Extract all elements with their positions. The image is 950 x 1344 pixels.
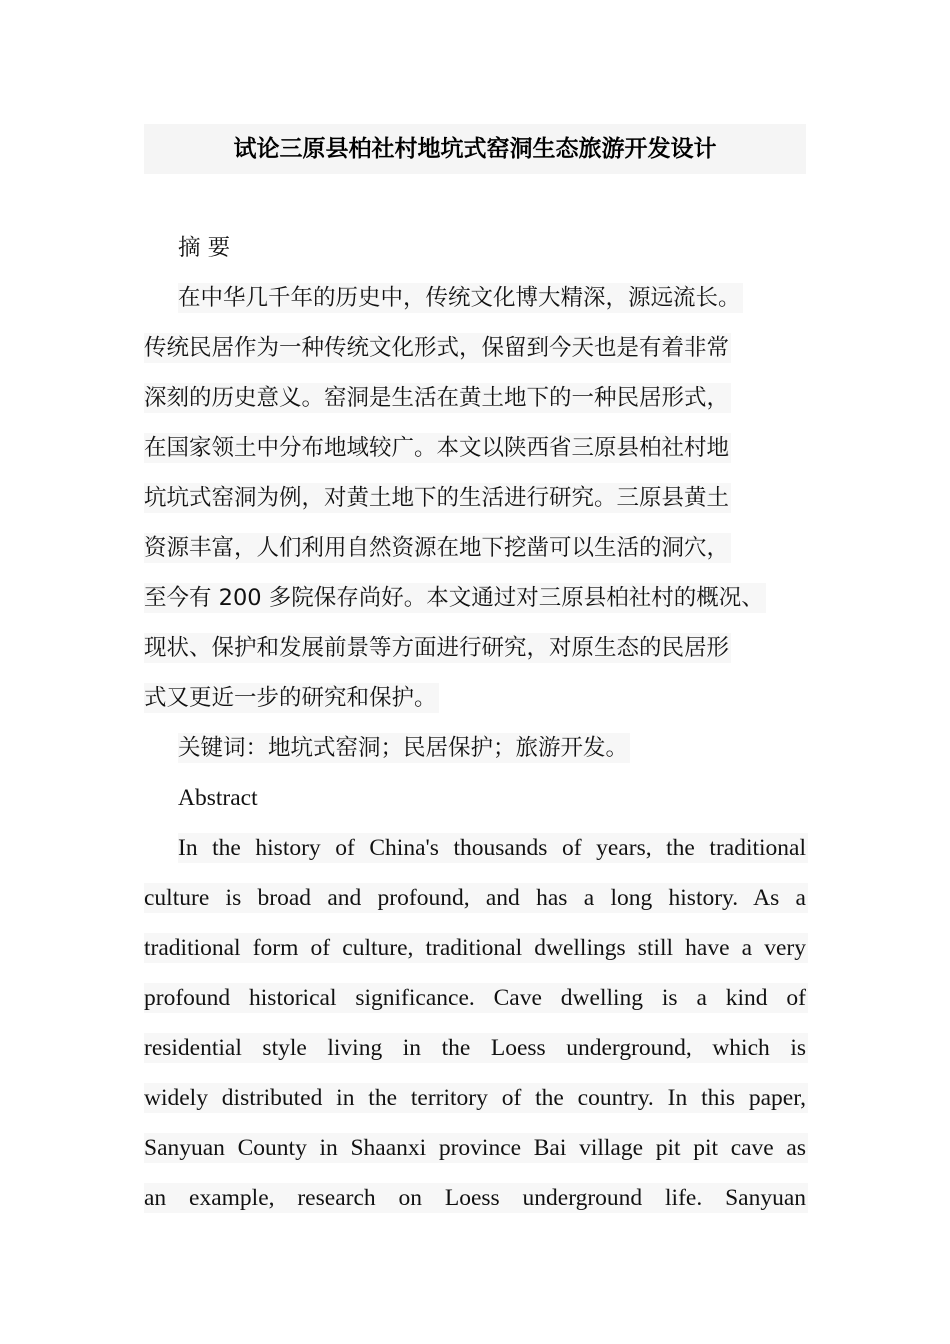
abstract-en-line: profound historical significance. Cave dwelling is a kind of: [144, 985, 806, 1011]
abstract-en-line: widely distributed in the territory of the country. In this paper,: [144, 1085, 806, 1111]
abstract-heading-cn: 摘 要: [178, 235, 231, 261]
abstract-en-line: an example, research on Loess underground life. Sanyuan: [144, 1185, 806, 1211]
abstract-cn-line: 在国家领土中分布地域较广。本文以陕西省三原县柏社村地: [144, 435, 730, 461]
abstract-cn-line: 现状、保护和发展前景等方面进行研究，对原生态的民居形: [144, 635, 730, 661]
abstract-en-line: culture is broad and profound, and has a long history. As a: [144, 885, 806, 911]
keywords-cn: 关键词：地坑式窑洞；民居保护；旅游开发。: [178, 735, 629, 761]
abstract-cn-line: 传统民居作为一种传统文化形式，保留到今天也是有着非常: [144, 335, 730, 361]
abstract-en-line: traditional form of culture, traditional dwellings still have a very: [144, 935, 806, 961]
abstract-cn-line: 在中华几千年的历史中，传统文化博大精深，源远流长。: [178, 285, 741, 311]
abstract-cn-line: 至今有 200 多院保存尚好。本文通过对三原县柏社村的概况、: [144, 585, 764, 611]
abstract-cn-line: 深刻的历史意义。窑洞是生活在黄土地下的一种民居形式，: [144, 385, 730, 411]
abstract-cn-line: 资源丰富，人们利用自然资源在地下挖凿可以生活的洞穴，: [144, 535, 730, 561]
abstract-cn-line: 坑坑式窑洞为例，对黄土地下的生活进行研究。三原县黄土: [144, 485, 730, 511]
abstract-en-line: In the history of China's thousands of years, the traditional: [178, 835, 806, 861]
abstract-en-line: Sanyuan County in Shaanxi province Bai village pit pit cave as: [144, 1135, 806, 1161]
abstract-heading-en: Abstract: [178, 785, 258, 811]
abstract-cn-line: 式又更近一步的研究和保护。: [144, 685, 437, 711]
document-title: 试论三原县柏社村地坑式窑洞生态旅游开发设计: [233, 136, 717, 162]
abstract-en-line: residential style living in the Loess underground, which is: [144, 1035, 806, 1061]
